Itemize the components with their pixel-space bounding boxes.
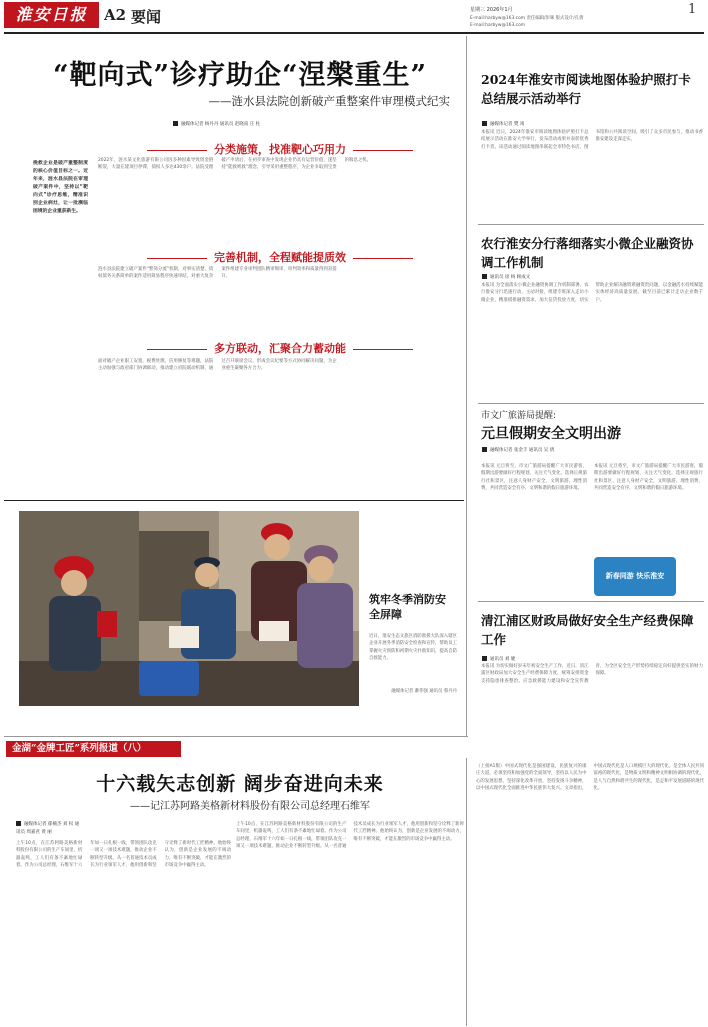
lead-body-2: 涟水县法院建立破产案件“繁简分流”机制，对事实清楚、债权债务关系简单的案件适用简易程序快速审结，对重大复杂案件组建专业审判团队精审细审，审判效率和质量得到双提升。 bbox=[98, 267, 337, 280]
header-rule bbox=[4, 32, 704, 34]
page-digit: 1 bbox=[688, 2, 697, 17]
right-rule-3 bbox=[478, 601, 704, 602]
lead-sidebar-intro: 挽救企业是破产重整制度的核心价值目标之一。近年来，涟水县法院在审理破产案件中，坚持以“靶向式”诊疗思维，精准识别企业病灶，让一批濒临困境的企业重获新生。 bbox=[33, 161, 88, 214]
abc-bank-headline: 农行淮安分行落细落实小微企业融资协调工作机制 bbox=[481, 236, 694, 270]
continued-from-a1-body: （上接A1版）中国式现代化是强国建设、民族复兴的康庄大道，必须坚持和加强党的全面领导，坚持以人民为中心的发展思想，坚持深化改革开放，坚持发扬斗争精神，以中国式现代化全面推进中华民族伟大复兴。文章指出，中国式现代化是人口规模巨大的现代化，是全体人民共同富裕的现代化，是物质文明和精神文明相协调的现代化，是人与自然和谐共生的现代化，是走和平发展道路的现代化。 bbox=[476, 764, 704, 791]
reading-map-body: 本报讯 近日，2024年淮安市阅读地图体验护照打卡总结展示活动在淮安大学举行，发布活动成果并表彰优秀打卡者。该活动通过阅读地图串联起全市特色书店、图书馆和公共阅读空间，吸引了众多市民参与，推动书香淮安建设走深走实。 bbox=[481, 130, 703, 150]
lead-byline: 融媒体记者 杨丹丹 通讯员 赵晓南 庄 柱 bbox=[173, 121, 260, 127]
series-top-rule bbox=[4, 736, 468, 737]
finance-bureau-byline: 通讯员 刘 婕 bbox=[482, 656, 515, 662]
tourism-headline: 元旦假期安全文明出游 bbox=[481, 426, 621, 442]
lead-subtitle: ——涟水县法院创新破产重整案件审理模式纪实 bbox=[208, 94, 450, 108]
photo-caption-title: 筑牢冬季消防安全屏障 bbox=[369, 593, 446, 621]
page-section-name: 要闻 bbox=[131, 8, 162, 26]
series-banner: 金湖“金牌工匠”系列报道（八） bbox=[6, 741, 181, 757]
tourism-body-right: 本报讯 元旦将至，市文广旅游局提醒广大市民游客，假期出游要做好行程规划，关注天气变化，选择正规旅行社和景区，注意人身财产安全，文明旅游、理性消费，共同营造安全有序、文明和谐的假日旅游环境。 bbox=[594, 464, 703, 491]
right-rule-2 bbox=[478, 403, 704, 404]
lead-section-heading-1: 分类施策，找准靶心巧用力 bbox=[100, 141, 460, 157]
tourism-body-left: 本报讯 元旦将至，市文广旅游局提醒广大市民游客，假期出游要做好行程规划，关注天气变化，选择正规旅行社和景区，注意人身财产安全，文明旅游、理性消费，共同营造安全有序、文明和谐的假日旅游环境。 bbox=[481, 464, 587, 491]
reading-map-byline: 融媒体记者 樊 靖 bbox=[482, 121, 524, 127]
page-number: A2 bbox=[104, 6, 127, 24]
tourism-badge: 新春同游 快乐淮安 bbox=[594, 557, 676, 596]
issue-date: 星期三 2026年1月 bbox=[470, 7, 513, 13]
editor-line: E-mail:harbyw@163.com 责任编辑/彭咪 版式设计/孔倩 bbox=[470, 16, 584, 21]
series-subtitle: ——记江苏阿路美格新材料股份有限公司总经理石维军 bbox=[130, 801, 370, 812]
column-divider bbox=[466, 36, 467, 736]
lead-body-3: 面对破产企业职工安置、税费处理、信用修复等难题，法院主动加强与政府部门协调联动，推动建立府院联动机制，通过召开联席会议、形成会议纪要等方式协同解决问题，为企业重生凝聚各方合力。 bbox=[98, 359, 337, 372]
photo-caption-text: 近日，淮安生态文旅区消防救援大队深入辖区企业开展冬季消防安全检查和宣传，帮助员工掌握火灾预防和初期火灾扑救知识，提高自防自救能力。 bbox=[369, 634, 457, 661]
series-body: 上午10点，在江苏阿路美格新材料股份有限公司的生产车间里，机器轰鸣，工人们有条不紊地忙碌着。作为公司总经理，石维军十六年如一日扎根一线，带领团队攻克一项又一项技术难题，推动企业不断转型升级。从一名普通技术员成长为行业领军人才，他用创新和坚守诠释了新时代工匠精神。他始终认为，创新是企业发展的不竭动力，唯有不断突破，才能在激烈的市场竞争中赢得主动。 bbox=[16, 841, 231, 868]
photo-credit: 融媒体记者 蓄伟强 通讯员 蔡丹丹 bbox=[391, 689, 457, 694]
lead-body-1: 2022年，涟水某文化旅游有限公司因多种因素导致资金链断裂，大量在建项目停滞，债权人多达430余户。法院受理破产申请后，在初步审查中发现企业仍具有运营价值，遂坚持“能救则救”理念，引导采用重整程序，为企业争取到宝贵的喘息之机。 bbox=[98, 158, 372, 171]
reading-map-headline: 2024年淮安市阅读地图体验护照打卡总结展示活动举行 bbox=[481, 72, 691, 106]
lead-headline: “靶向式”诊疗助企“涅槃重生” bbox=[52, 60, 428, 91]
series-headline: 十六载矢志创新 阔步奋进向未来 bbox=[96, 773, 384, 795]
newspaper-logo: 淮安日报 bbox=[4, 2, 99, 28]
finance-bureau-headline: 清江浦区财政局做好安全生产经费保障工作 bbox=[481, 613, 694, 647]
tourism-kicker: 市文广旅游局提醒: bbox=[481, 411, 557, 421]
tourism-byline: 融媒体记者 张金丰 通讯员 吴 倩 bbox=[482, 447, 554, 453]
series-body-continued: 上午10点，在江苏阿路美格新材料股份有限公司的生产车间里，机器轰鸣，工人们有条不紊地忙碌着。作为公司总经理，石维军十六年如一日扎根一线，带领团队攻克一项又一项技术难题，推动企业不断转型升级。从一名普通技术员成长为行业领军人才，他用创新和坚守诠释了新时代工匠精神。他始终认为，创新是企业发展的不竭动力，唯有不断突破，才能在激烈的市场竞争中赢得主动。 bbox=[236, 822, 464, 849]
right-rule-1 bbox=[478, 224, 704, 225]
photo-illustration bbox=[19, 511, 359, 706]
abc-bank-body: 本报讯 为全面落实小微企业融资协调工作机制部署，农行淮安分行迅速行动，主动对接，组建专班深入走访小微企业，精准摸排融资需求，加大信贷投放力度，切实帮助企业解决融资难融资贵问题，以金融活水持续赋能实体经济高质量发展。截至目前已累计走访企业数千户。 bbox=[481, 283, 703, 303]
lead-section-heading-2: 完善机制，全程赋能提质效 bbox=[100, 249, 460, 265]
fire-safety-photo bbox=[19, 511, 359, 706]
right-bottom-divider bbox=[466, 758, 467, 1026]
abc-bank-byline: 通讯员 徐 杨 顾成文 bbox=[482, 274, 530, 280]
email-line: E-mail:harbyw@163.com bbox=[470, 23, 526, 28]
lead-section-heading-3: 多方联动，汇聚合力蓄动能 bbox=[100, 340, 460, 356]
series-byline: 融媒体记者 郁楠杰 刘 权 通讯员 周嘉君 黄 丽 bbox=[16, 822, 80, 835]
finance-bureau-body: 本报讯 为切实做好岁末年初安全生产工作，近日，清江浦区财政局加大安全生产经费保障力度，统筹安排资金支持隐患排查整治、应急救援能力建设和安全宣传教育，为全区安全生产形势持续稳定向好提供坚实的财力保障。 bbox=[481, 664, 703, 684]
lead-bottom-rule bbox=[4, 500, 464, 501]
